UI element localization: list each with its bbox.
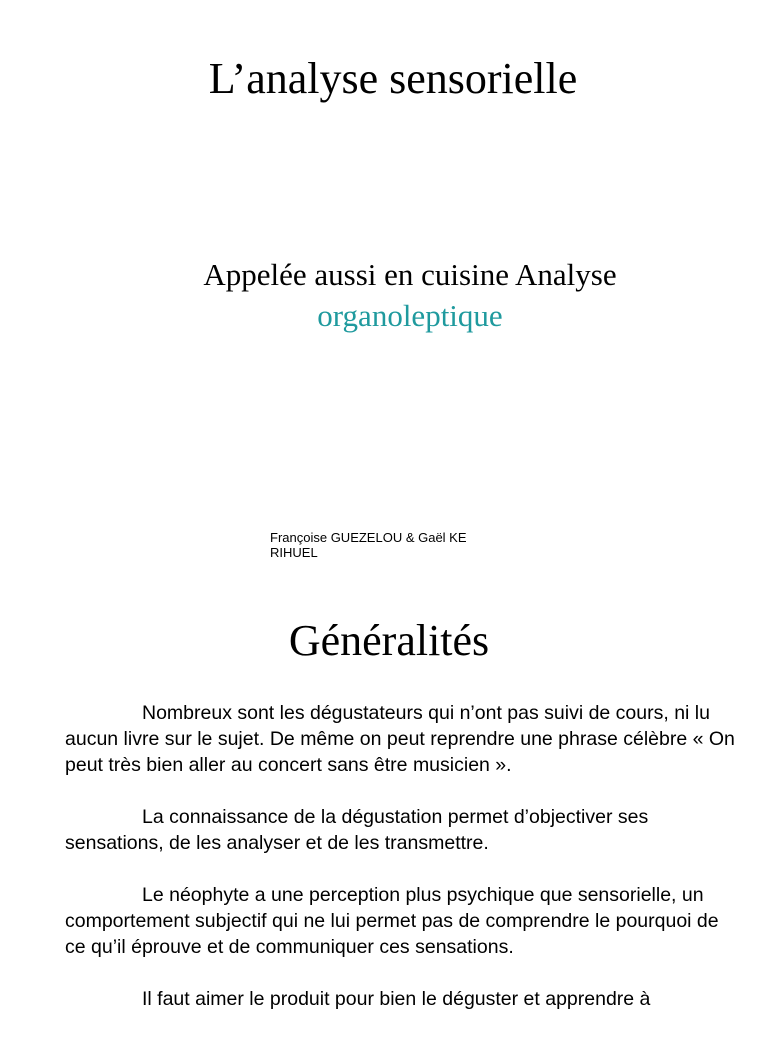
authors-credit: Françoise GUEZELOU & Gaël KE RIHUEL (270, 530, 467, 560)
paragraph: Nombreux sont les dégustateurs qui n’ont pas suivi de cours, ni lu aucun livre sur le sujet. De même on peut reprendre une phrase célèbre « On peut très bien aller au concert sans être musicien ». (65, 702, 735, 776)
subtitle-line: Appelée aussi en cuisine Analyse (203, 257, 617, 292)
section-body (65, 700, 735, 1038)
subtitle (150, 254, 670, 336)
section-title: Généralités (288, 616, 490, 665)
page-title: L’analyse sensorielle (208, 54, 578, 103)
subtitle-accent-term: organoleptique (317, 298, 503, 333)
paragraph: Le néophyte a une perception plus psychique que sensorielle, un comportement subjectif qui ne lui permet pas de comprendre le pourquoi de ce qu’il éprouve et de communiquer ces sensations. (65, 884, 719, 958)
paragraph: La connaissance de la dégustation permet d’objectiver ses sensations, de les analyser et de les transmettre. (65, 806, 649, 854)
paragraph: Il faut aimer le produit pour bien le déguster et apprendre à (142, 988, 651, 1010)
